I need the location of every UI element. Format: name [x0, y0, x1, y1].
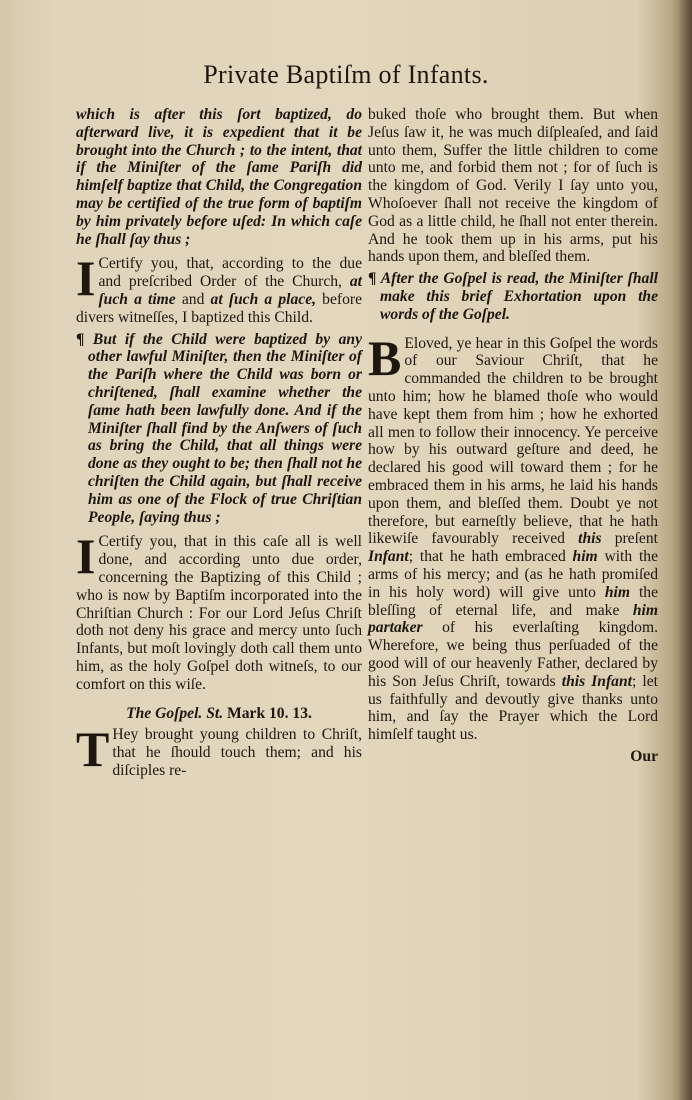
gospel-text: T Hey brought young children to Chriſt, that he ſhould touch them; and his diſciples re- [76, 721, 362, 779]
drop-cap: I [76, 250, 96, 307]
intro-rubric: which is after this ſort baptized, do afterward live, it is expedient that it be brought into the Church ; to the intent, that if the Miniſter of the ſame Pariſh did himſelf baptize that Child, the Congregation may be certified of the true form of baptiſm by him privately before uſed: In which caſe he ſhall ſay thus ; [76, 106, 362, 248]
drop-cap: I [76, 528, 96, 585]
left-column [76, 106, 362, 780]
drop-cap: T [76, 721, 110, 778]
certification-paragraph-2: I Certify you, that in this caſe all is well done, and according unto due order, concerning the Baptizing of this Child ; who is now by Baptiſm incorporated into the Chriſtian Church : For our Lord Jeſus Chriſt doth not deny his grace and mercy unto ſuch Infants, but moſt lovingly doth call them unto him, as the holy Goſpel doth witneſs, to our comfort on this wiſe. [76, 528, 362, 693]
gospel-heading: The Goſpel. St. Mark 10. 13. [126, 704, 312, 722]
exhortation-rubric: ¶ After the Goſpel is read, the Miniſter ſhall make this brief Exhortation upon the words of the Goſpel. [368, 270, 658, 323]
drop-cap: B [368, 329, 402, 386]
page-title: Private Baptiſm of Infants. [203, 60, 489, 89]
certification-paragraph-1: I Certify you, that, according to the due and preſcribed Order of the Church, at ſuch a time and at ſuch a place, before divers witneſſes, I baptized this Child. [76, 250, 362, 326]
right-column [368, 106, 658, 766]
exhortation-text: B Eloved, ye hear in this Goſpel the words of our Saviour Chriſt, that he commanded the children to be brought unto him; how he blamed thoſe who would have kept them from him ; how he exhorted all men to follow their innocency. Ye perceive how by his outward geſture and deed, he declared his good will toward them ; for he embraced them in his arms, he laid his hands upon them, and bleſſed them. Doubt ye not therefore, but earneſtly believe, that he hath likewiſe favourably received this preſent Infant; that he hath embraced him with the arms of his mercy; and (as he hath promiſed in his holy word) will give unto him the bleſſing of eternal life, and make him partaker of his everlaſting kingdom. Wherefore, we being thus perſuaded of the good will of our heavenly Father, declared by his Son Jeſus Chriſt, towards this Infant; let us faithfully and devoutly give thanks unto him, and ſay the Prayer which the Lord himſelf taught us. [368, 329, 659, 744]
pilcrow-icon: ¶ [368, 270, 377, 288]
catchword: Our [630, 747, 658, 765]
lawful-minister-rubric: ¶ But if the Child were baptized by any other lawful Miniſter, then the Miniſter of the Pariſh where the Child was born or chriſtened, ſhall examine whether the ſame hath been lawfully done. And if the Miniſter ſhall find by the Anſwers of ſuch as bring the Child, that all things were done as they ought to be; then ſhall not he chriſten the Child again, but ſhall receive him as one of the Flock of true Chriſtian People, ſaying thus ; [76, 330, 362, 526]
page-edge-shadow [678, 0, 692, 1100]
gospel-continuation: buked thoſe who brought them. But when Jeſus ſaw it, he was much diſpleaſed, and ſaid unto them, Suffer the little children to come unto me, and forbid them not ; for of ſuch is the kingdom of God. Verily I ſay unto you, Whoſoever ſhall not receive the kingdom of God as a little child, he ſhall not enter therein. And he took them up in his arms, put his hands upon them, and bleſſed them. [368, 106, 658, 266]
pilcrow-icon: ¶ [76, 330, 85, 348]
